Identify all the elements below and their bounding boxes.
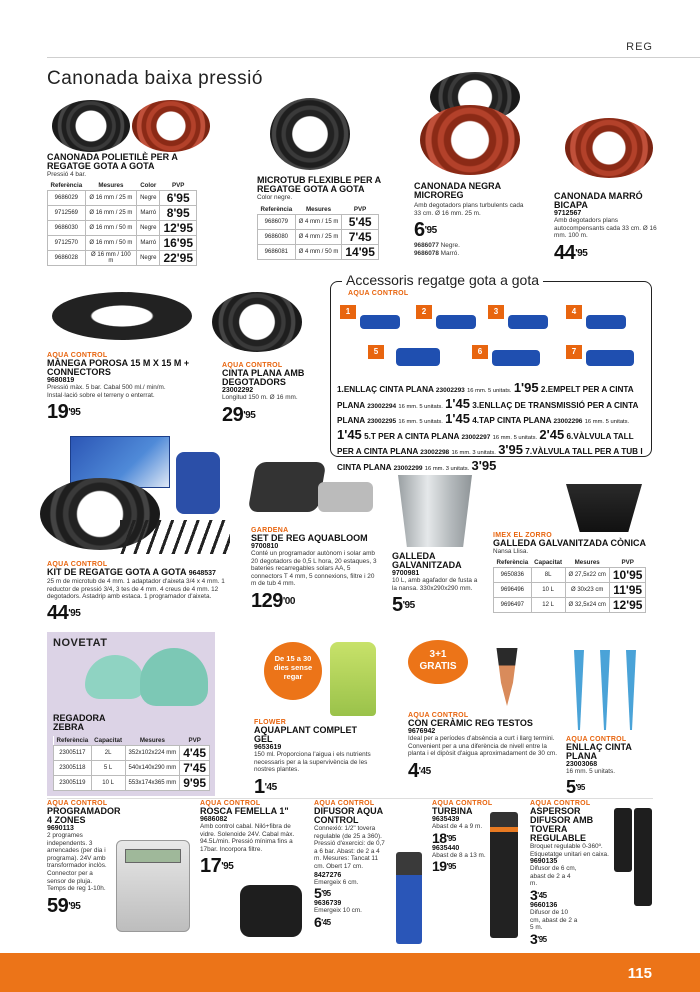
cell: 9686081 (258, 244, 296, 259)
cell: Ø 30x23 cm (565, 582, 609, 597)
product-name: ENLLAÇ CINTA PLANA (566, 742, 632, 761)
ref-note: Abast de 8 a 13 m. (432, 851, 486, 859)
price-cell: 11'95 (609, 582, 646, 597)
product-price: $5^{'95}$ (566, 776, 585, 797)
price-cell: 4'45 (180, 746, 210, 761)
cell: Marró (137, 205, 160, 220)
badge-line: regar (283, 672, 303, 681)
table-row (54, 746, 210, 761)
product-poliet (47, 153, 197, 266)
product-name: CANONADA NEGRA MICROREG (414, 181, 501, 200)
cell: 9712569 (48, 205, 86, 220)
col-header: Referència (258, 205, 296, 215)
product-price: $1^{'45}$ (254, 775, 277, 798)
cell: Ø 32,5x24 cm (565, 597, 609, 612)
product-bicapa (554, 192, 659, 263)
valve-image (240, 885, 302, 937)
table-row (48, 190, 197, 205)
bottom-row-divider (47, 798, 653, 799)
brand-label: AQUA CONTROL (408, 712, 469, 719)
acc-item: 2.EMPELT PER A CINTA PLANA 23002294 16 mm. 5 unitats. 1'45 (337, 385, 634, 411)
cell: Ø 27,5x22 cm (565, 567, 609, 582)
cell: 23005119 (54, 776, 92, 791)
table-row (258, 214, 379, 229)
col-header: Mesures (125, 736, 180, 746)
product-desc: 10 L, amb agafador de fusta a la nansa. 330x290x290 mm. (392, 577, 478, 592)
badge-line: 3+1 (429, 649, 447, 660)
aquabloom-tray-image (318, 482, 373, 512)
cell: 9650836 (494, 567, 532, 582)
conical-bucket-image (566, 484, 642, 532)
fitting-number-badge: 1 (340, 305, 356, 319)
cell: 23005118 (54, 761, 92, 776)
acc-item: 3.ENLLAÇ DE TRANSMISSIÓ PER A CINTA PLANA 23002295 16 mm. 5 unitats. 1'45 (337, 400, 639, 426)
price-cell: 7'45 (342, 229, 379, 244)
col-header: PVP (180, 736, 210, 746)
table-row (48, 205, 197, 220)
stake-image (574, 650, 584, 730)
cell: Negre (137, 220, 160, 235)
table-row (494, 567, 646, 582)
product-name: ROSCA FEMELLA 1" (200, 806, 289, 816)
product-galleda-conica (493, 532, 653, 613)
fitting-number-badge: 3 (488, 305, 504, 319)
price-cell: 9'95 (180, 776, 210, 791)
col-header: Capacitat (91, 736, 125, 746)
product-price: $29^{'95}$ (222, 403, 256, 426)
product-price: $3^{'95}$ (530, 930, 547, 947)
product-name: PROGRAMADOR 4 ZONES (47, 806, 121, 825)
cell: Ø 4 mm / 15 m (295, 214, 342, 229)
cell: Ø 16 mm / 50 m (85, 220, 136, 235)
brand-label: AQUA CONTROL (47, 352, 108, 359)
cell: 5 L (91, 761, 125, 776)
col-header: Referència (494, 558, 532, 568)
brand-label: AQUA CONTROL (47, 561, 108, 568)
price-cell: 6'95 (160, 190, 197, 205)
brand-label: FLOWER (254, 719, 287, 726)
product-desc: Broquet regulable 0-360º. Etiquetatge unitari en caixa. (530, 843, 609, 858)
product-price: $5^{'95}$ (392, 594, 415, 617)
product-ref: 8427276 (314, 871, 342, 879)
kit-timer-image (176, 452, 220, 514)
product-name: AQUAPLANT COMPLET GEL (254, 725, 357, 744)
product-rosca (200, 800, 308, 876)
table-row (48, 250, 197, 265)
cell: 23005117 (54, 746, 92, 761)
price-cell: 7'45 (180, 761, 210, 776)
product-price: $129^{'00}$ (251, 589, 295, 612)
product-regadora (53, 714, 213, 791)
price-cell: 12'95 (609, 597, 646, 612)
fitting-6-image (492, 350, 540, 366)
price-cell: 14'95 (342, 244, 379, 259)
product-desc: Conté un programador autònom i solar amb 20 degotadors de 0,5 L hora, 20 estaques, 3 bateries recarregables solars AA, 5 connectors T 4 mm, 5 connexions, filtre i 20 m de tub 4 mm. (251, 550, 377, 588)
promo-badge (408, 640, 468, 684)
kit-drippers-image (120, 520, 230, 554)
table-row (258, 229, 379, 244)
product-microtub (257, 176, 382, 260)
table-row (258, 244, 379, 259)
badge-line: GRATIS (419, 661, 457, 672)
product-price: $17^{'95}$ (200, 855, 234, 878)
ref-line: 9686077 Negre. (414, 242, 460, 250)
cell: Ø 16 mm / 50 m (85, 235, 136, 250)
price-table (53, 736, 210, 791)
table-row (54, 761, 210, 776)
col-header: PVP (160, 181, 197, 191)
product-desc: 2 programes independents. 3 arrencades (per dia i programa). 24V amb transformador inclòs. Connector per a sensor de pluja. Temps de reg 1-10h. (47, 832, 107, 893)
product-aquabloom (251, 527, 381, 611)
col-header: Mesures (295, 205, 342, 215)
table-row (494, 582, 646, 597)
price-cell: 22'95 (160, 250, 197, 265)
page-number: 115 (627, 965, 652, 982)
product-desc: Pressió màx. 5 bar. Cabal 500 ml./ min/m. Instal·lació sobre el terreny o enterrat. (47, 384, 166, 399)
controller-image (116, 840, 190, 932)
product-price: $59^{'95}$ (47, 894, 81, 917)
product-name: GALLEDA GALVANITZADA CÒNICA (493, 538, 646, 548)
fitting-number-badge: 2 (416, 305, 432, 319)
price-table (257, 205, 379, 260)
bucket-image (398, 475, 472, 547)
cell: 9686029 (48, 190, 86, 205)
sprinkler-short-image (614, 808, 632, 872)
red-pipe-coil-image (132, 100, 210, 152)
product-ref: 9635439 (432, 816, 460, 823)
col-header: Color (137, 181, 160, 191)
cell: 2L (91, 746, 125, 761)
aquaplant-image (330, 642, 376, 716)
fitting-number-badge: 6 (472, 345, 488, 359)
brand-label: AQUA CONTROL (530, 800, 591, 807)
product-ref: 9700810 (251, 543, 279, 550)
product-aquaplant (254, 719, 374, 797)
product-manega (47, 352, 197, 422)
price-table (493, 558, 646, 613)
accessoris-brand: AQUA CONTROL (348, 290, 409, 297)
cell: 12 L (531, 597, 565, 612)
product-name: MICROTUB FLEXIBLE PER A REGATGE GOTA A GOTA (257, 175, 381, 194)
col-header: Mesures (565, 558, 609, 568)
brand-label: AQUA CONTROL (200, 800, 261, 807)
product-name: KIT DE REGATGE GOTA A GOTA 9648537 (47, 567, 216, 577)
cell: Ø 16 mm / 25 m (85, 205, 136, 220)
brand-label: AQUA CONTROL (432, 800, 493, 807)
price-table (47, 181, 197, 266)
col-header: Mesures (85, 181, 136, 191)
acc-item: 5.T PER A CINTA PLANA 23002297 16 mm. 5 unitats. 2'45 (364, 426, 565, 442)
fitting-5-image (396, 348, 440, 366)
cell: 9686030 (48, 220, 86, 235)
product-ref: 9635440 (432, 844, 460, 852)
product-ref: 9680819 (47, 377, 75, 384)
footer-bar (0, 953, 700, 992)
product-name: ASPERSOR DIFUSOR AMB TOVERA REGULABLE (530, 806, 594, 843)
table-row (494, 597, 646, 612)
cell: 9686080 (258, 229, 296, 244)
product-ref: 9686082 (200, 816, 228, 823)
price-cell: 10'95 (609, 567, 646, 582)
turbine-image (490, 812, 518, 938)
product-ref: 9700981 (392, 570, 420, 577)
microtub-coil-image (270, 98, 350, 170)
fitting-2-image (436, 315, 476, 329)
product-name: DIFUSOR AQUA CONTROL (314, 806, 383, 825)
section-tag: REG (626, 41, 653, 53)
fitting-4-image (586, 315, 626, 329)
ref-note: Emergeix 10 cm. (314, 907, 362, 915)
cell: Ø 4 mm / 25 m (295, 229, 342, 244)
bicapa-coil-image (565, 118, 653, 178)
product-name: TURBINA (432, 806, 473, 816)
col-header: Referència (48, 181, 86, 191)
product-ref: 9712567 (554, 210, 582, 217)
ref-note: Difusor de 6 cm, abast de 2 a 4 m. (530, 865, 577, 888)
product-name: CANONADA POLIETILÈ PER A REGATGE GOTA A GOTA (47, 152, 178, 171)
product-ref: 9660136 (530, 901, 558, 909)
brand-label: AQUA CONTROL (314, 800, 375, 807)
fitting-number-badge: 7 (566, 345, 582, 359)
ref-note: Abast de 4 a 9 m. (432, 823, 483, 830)
cinta-coil-image (212, 292, 302, 352)
brand-label: AQUA CONTROL (222, 362, 283, 369)
product-ref: 23003068 (566, 761, 598, 768)
product-desc: Connexió: 1/2" tovera regulable (de 25 a 360). Pressió d'exercici: de 0,7 a 6 bar. Abast: de 2 a 4 m. Mesures: Tancat 11 cm. Obert 17 cm. (314, 825, 385, 870)
fitting-7-image (586, 350, 634, 366)
product-price: $4^{'45}$ (408, 759, 431, 782)
product-desc: Amb degotadors plans autocompensants cada 33 cm. Ø 16 mm. 100 m. (554, 217, 657, 240)
page-title: Canonada baixa pressió (47, 68, 263, 89)
cell: Negre (137, 250, 160, 265)
product-desc: Amb control cabal. Niló+fibra de vidre. Solenoide 24V. Cabal màx. 94.5L/min. Pressió mínima fins a 17bar. Incorpora filtre. (200, 823, 295, 853)
black-pipe-coil-image (52, 100, 130, 152)
ref-note: Difusor de 10 cm, abast de 2 a 5 m. (530, 908, 578, 932)
acc-item: 7.VÀLVULA TALL PER A TUB I CINTA PLANA 23002299 16 mm. 3 unitats. 3'95 (337, 447, 643, 473)
cell: 352x102x224 mm (125, 746, 180, 761)
manega-image (52, 292, 192, 340)
accessoris-list (337, 382, 649, 475)
product-price: $6^{'95}$ (414, 219, 437, 242)
product-price: $44^{'95}$ (554, 241, 588, 264)
cell: 9686028 (48, 250, 86, 265)
cell: 553x174x365 mm (125, 776, 180, 791)
controller-screen (125, 849, 181, 863)
badge-line: De 15 a 30 (274, 654, 312, 663)
col-header: Capacitat (531, 558, 565, 568)
product-name: CINTA PLANA AMB DEGOTADORS (222, 368, 305, 387)
product-ref: 23002292 (222, 387, 254, 394)
product-desc: 25 m de microtub de 4 mm. 1 adaptador d'aixeta 3/4 x 4 mm. 1 reductor de pressió 3/4, 3 tes de 4 mm. 4 creus de 4 mm. 12 degotadors. Astadrip amb estaca. 1 programador d'aixeta. (47, 578, 225, 601)
table-row (48, 235, 197, 250)
product-desc: Longitud 150 m. Ø 16 mm. (222, 394, 298, 401)
product-price: $19^{'95}$ (47, 401, 81, 424)
product-price: $3^{'45}$ (530, 886, 547, 903)
cell: Ø 4 mm / 50 m (295, 244, 342, 259)
product-ref: 9636739 (314, 900, 342, 908)
fitting-1-image (360, 315, 400, 329)
stake-image (600, 650, 610, 730)
product-galleda (392, 552, 482, 615)
aquaplant-badge (264, 642, 322, 700)
cell: Negre (137, 190, 160, 205)
col-header: PVP (342, 205, 379, 215)
product-name: SET DE REG AQUABLOOM (251, 533, 368, 543)
brand-label: GARDENA (251, 527, 289, 534)
cell: 9686079 (258, 214, 296, 229)
cell: 10 L (531, 582, 565, 597)
cell: Ø 16 mm / 25 m (85, 190, 136, 205)
product-name: REGADORA ZEBRA (53, 713, 106, 732)
product-desc: 16 mm. 5 unitats. (566, 768, 616, 775)
acc-item: 6.VÀLVULA TALL PER A CINTA PLANA 23002298 16 mm. 3 unitats. 3'95 (337, 431, 634, 457)
cell: 8L (531, 567, 565, 582)
product-price: $5^{'95}$ (314, 885, 331, 902)
cell: 9712570 (48, 235, 86, 250)
ref-note: Emergeix 6 cm. (314, 878, 359, 886)
product-aspersor (530, 800, 612, 946)
table-row (54, 776, 210, 791)
brand-label: AQUA CONTROL (47, 800, 108, 807)
product-name: CON CERÀMIC REG TESTOS (408, 718, 533, 728)
ceramic-cone-image (492, 648, 522, 706)
product-price: $6^{'45}$ (314, 913, 331, 930)
sprinkler-tall-image (634, 808, 652, 906)
cell: 9696497 (494, 597, 532, 612)
product-name: GALLEDA GALVANITZADA (392, 551, 462, 570)
product-price: $19^{'95}$ (432, 858, 456, 875)
product-desc: Nansa Llisa. (493, 548, 529, 555)
diffuser-image (396, 852, 422, 944)
product-name: CANONADA MARRÓ BICAPA (554, 191, 643, 210)
col-header: Referència (54, 736, 92, 746)
cell: 10 L (91, 776, 125, 791)
cell: 9696496 (494, 582, 532, 597)
brand-label: IMEX EL ZORRO (493, 532, 552, 539)
table-row (48, 220, 197, 235)
stake-image (626, 650, 636, 730)
fitting-number-badge: 5 (368, 345, 384, 359)
product-cinta (222, 362, 322, 425)
product-ref: 9690135 (530, 858, 558, 866)
fitting-3-image (508, 315, 548, 329)
product-kit (47, 561, 232, 623)
badge-line: dies sense (273, 663, 313, 672)
col-header: PVP (609, 558, 646, 568)
product-microreg (414, 182, 529, 257)
product-desc: Ideal per a períodes d'absència a curt i llarg termini. Convenient per a una diferència de nivell entre la planta i el dipòsit d'aigua aproximadament de 30 cm. (408, 735, 558, 758)
microreg-red-coil-image (420, 105, 520, 175)
cell: Ø 16 mm / 100 m (85, 250, 136, 265)
product-ref: 9676942 (408, 728, 436, 735)
brand-label: AQUA CONTROL (566, 736, 627, 743)
header-divider (47, 57, 700, 58)
price-cell: 8'95 (160, 205, 197, 220)
product-ref: 9690113 (47, 825, 74, 832)
accessoris-title: Accessoris regatge gota a gota (342, 272, 543, 288)
novetat-label: NOVETAT (53, 637, 108, 649)
fitting-number-badge: 4 (566, 305, 582, 319)
cell: Marró (137, 235, 160, 250)
product-price: $44^{'95}$ (47, 601, 81, 624)
product-desc: Color negre. (257, 194, 293, 201)
product-ref: 9653619 (254, 744, 282, 751)
product-name: MÀNEGA POROSA 15 M X 15 M + CONNECTORS (47, 358, 190, 377)
aquabloom-image (248, 462, 327, 512)
price-cell: 5'45 (342, 214, 379, 229)
acc-item: 1.ENLLAÇ CINTA PLANA 23002293 16 mm. 5 unitats. 1'95 (337, 380, 539, 395)
acc-item: 4.TAP CINTA PLANA 23002296 16 mm. 5 unitats. 1'45 (337, 416, 630, 442)
product-enllac-cinta (566, 736, 656, 796)
price-cell: 16'95 (160, 235, 197, 250)
product-desc: Amb degotadors plans turbulents cada 33 cm. Ø 16 mm. 25 m. (414, 202, 524, 217)
product-desc: Pressió 4 bar. (47, 171, 87, 178)
cell: 540x140x290 mm (125, 761, 180, 776)
product-price: $18^{'95}$ (432, 829, 456, 846)
product-desc: 150 ml. Proporciona l'aigua i els nutrients necessaris per a la supervivència de les nostres plantes. (254, 751, 371, 774)
price-cell: 12'95 (160, 220, 197, 235)
ref-line: 9686078 Marró. (414, 249, 460, 257)
product-testos (408, 712, 558, 781)
